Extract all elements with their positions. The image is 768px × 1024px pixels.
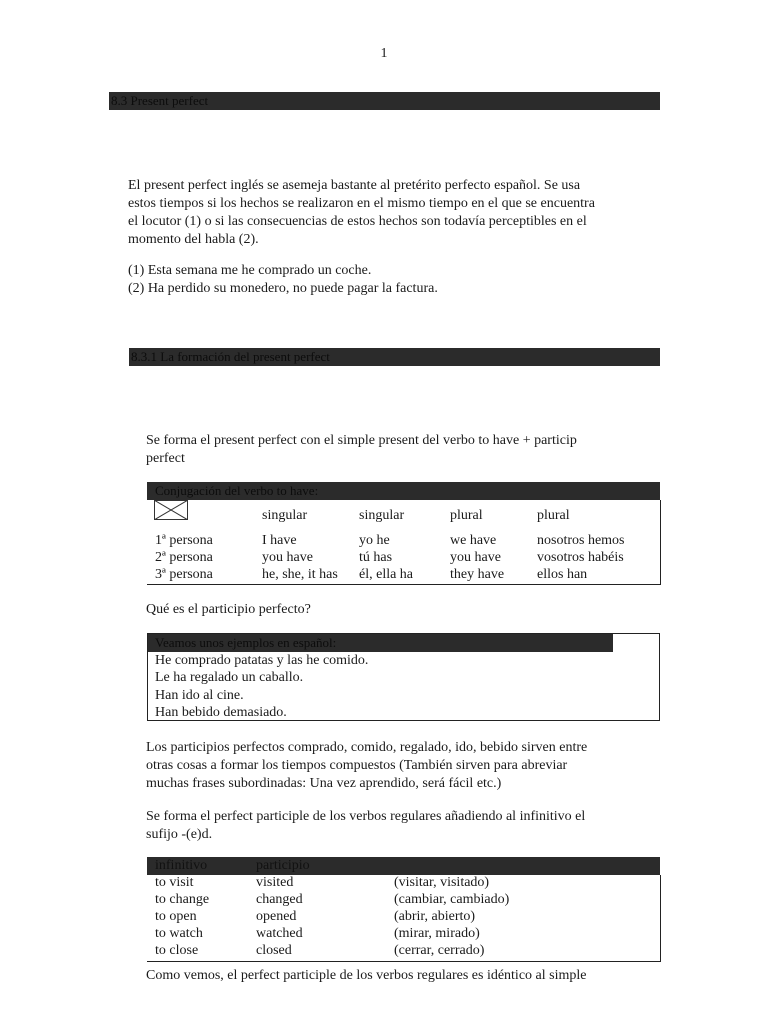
table-cell: you have bbox=[262, 550, 313, 565]
table-row bbox=[155, 891, 654, 908]
table-header-row bbox=[155, 857, 654, 874]
table-header-cell: participio bbox=[256, 858, 310, 873]
participles-line: otras cosas a formar los tiempos compuestos (También sirven para abreviar bbox=[146, 758, 568, 773]
table-cell: yo he bbox=[359, 533, 390, 548]
intro-line: momento del habla (2). bbox=[128, 232, 259, 247]
regular-table bbox=[155, 857, 654, 959]
table-cell: to change bbox=[155, 892, 210, 907]
table-header-cell: singular bbox=[359, 508, 405, 523]
regular-line: Se forma el perfect participle de los verbos regulares añadiendo al infinitivo el bbox=[146, 809, 586, 824]
example-sentence: He comprado patatas y las he comido. bbox=[155, 653, 369, 668]
table-cell: (abrir, abierto) bbox=[394, 909, 476, 924]
table-cell: (cerrar, cerrado) bbox=[394, 943, 485, 958]
table-cell: watched bbox=[256, 926, 303, 941]
regular-paragraph bbox=[146, 808, 666, 844]
intro-line: estos tiempos si los hechos se realizaron en el mismo tiempo en el que se encuentra bbox=[128, 196, 595, 211]
conjugation-table bbox=[155, 507, 657, 583]
regular-line: sufijo -(e)d. bbox=[146, 827, 213, 842]
example-line: (1) Esta semana me he comprado un coche. bbox=[128, 263, 372, 278]
table-cell: él, ella ha bbox=[359, 567, 414, 582]
table-cell: he, she, it has bbox=[262, 567, 338, 582]
table-cell: nosotros hemos bbox=[537, 533, 625, 548]
formation-paragraph bbox=[146, 432, 666, 468]
intro-line: el locutor (1) o si las consecuencias de estos hechos son todavía perceptibles en el bbox=[128, 214, 587, 229]
examples-box-title: Veamos unos ejemplos en español: bbox=[148, 634, 613, 652]
example-sentence: Le ha regalado un caballo. bbox=[155, 670, 304, 686]
example-line: (2) Ha perdido su monedero, no puede pagar la factura. bbox=[128, 281, 438, 296]
page-number: 1 bbox=[380, 46, 388, 61]
table-row bbox=[155, 532, 657, 549]
table-cell: 1ª persona bbox=[155, 533, 213, 548]
formation-line: Se forma el present perfect con el simple present del verbo to have + particip bbox=[146, 433, 577, 448]
table-cell: to close bbox=[155, 943, 199, 958]
table-header-cell bbox=[394, 857, 654, 874]
table-cell: (cambiar, cambiado) bbox=[394, 892, 510, 907]
table-row bbox=[155, 874, 654, 891]
question-text: Qué es el participio perfecto? bbox=[146, 602, 311, 617]
table-cell: tú has bbox=[359, 550, 393, 565]
table-row bbox=[155, 925, 654, 942]
closing-text: Como vemos, el perfect participle de los verbos regulares es idéntico al simple bbox=[146, 968, 587, 983]
subsection-heading: 8.3.1 La formación del present perfect bbox=[129, 348, 660, 366]
table-header-row bbox=[155, 507, 657, 524]
table-cell: vosotros habéis bbox=[537, 550, 624, 565]
section-heading: 8.3 Present perfect bbox=[109, 92, 660, 110]
table-cell: we have bbox=[450, 533, 497, 548]
formation-line: perfect bbox=[146, 451, 185, 466]
table-row bbox=[155, 942, 654, 959]
table-cell: closed bbox=[256, 943, 292, 958]
example-sentence: Han bebido demasiado. bbox=[155, 704, 287, 720]
table-cell: opened bbox=[256, 909, 297, 924]
participles-line: Los participios perfectos comprado, comido, regalado, ido, bebido sirven entre bbox=[146, 740, 588, 755]
table-header-cell bbox=[155, 507, 262, 524]
table-cell: I have bbox=[262, 533, 297, 548]
intro-examples bbox=[128, 262, 668, 298]
table-cell: changed bbox=[256, 892, 303, 907]
table-cell: to visit bbox=[155, 875, 194, 890]
table-header-cell: infinitivo bbox=[155, 858, 208, 873]
table-cell: (mirar, mirado) bbox=[394, 926, 480, 941]
table-row bbox=[155, 566, 657, 583]
table-cell: you have bbox=[450, 550, 501, 565]
table-cell: to watch bbox=[155, 926, 203, 941]
table-cell: visited bbox=[256, 875, 294, 890]
intro-paragraph bbox=[128, 177, 668, 249]
table-header-cell: plural bbox=[450, 508, 483, 523]
participles-line: muchas frases subordinadas: Una vez aprendido, será fácil etc.) bbox=[146, 776, 502, 791]
table-cell: ellos han bbox=[537, 567, 588, 582]
table-cell: they have bbox=[450, 567, 505, 582]
intro-line: El present perfect inglés se asemeja bastante al pretérito perfecto español. Se usa bbox=[128, 178, 581, 193]
table-header-cell: plural bbox=[537, 508, 570, 523]
table-header-cell: singular bbox=[262, 508, 308, 523]
example-sentence: Han ido al cine. bbox=[155, 687, 244, 703]
conjugation-table-title: Conjugación del verbo to have: bbox=[147, 482, 660, 500]
table-cell: (visitar, visitado) bbox=[394, 875, 490, 890]
table-cell: 3ª persona bbox=[155, 567, 213, 582]
table-cell: to open bbox=[155, 909, 197, 924]
table-row bbox=[155, 908, 654, 925]
table-row bbox=[155, 549, 657, 566]
examples-box-lines bbox=[155, 652, 368, 721]
participles-paragraph bbox=[146, 739, 666, 793]
table-cell: 2ª persona bbox=[155, 550, 213, 565]
